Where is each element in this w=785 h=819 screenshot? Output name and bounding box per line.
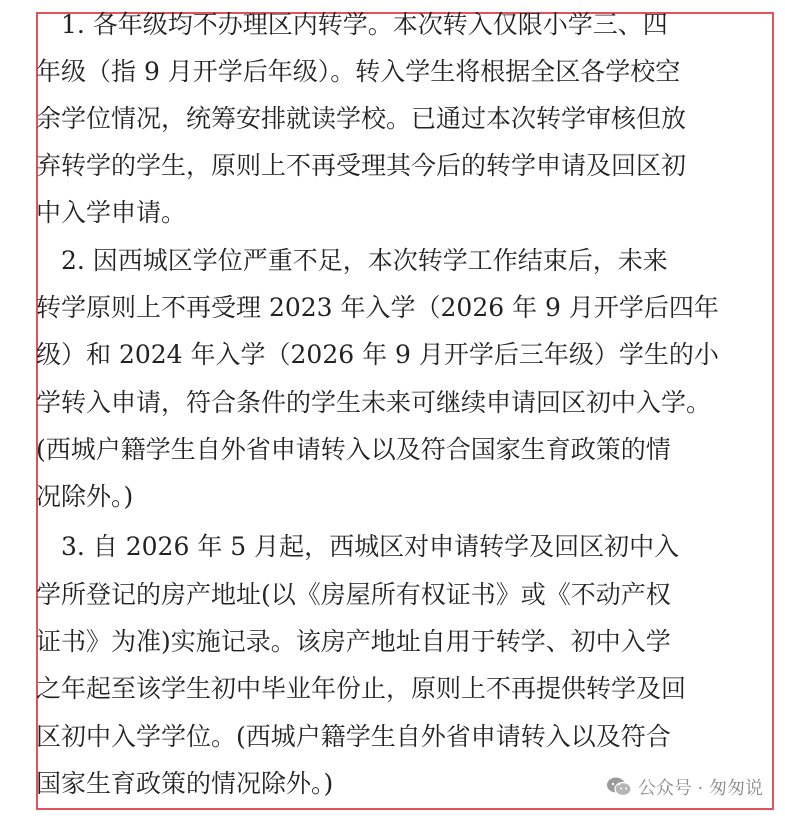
paragraph-3-line-1: 3. 自 2026 年 5 月起，西城区对申请转学及回区初中入 bbox=[36, 532, 680, 561]
paragraph-1-line-2: 年级（指 9 月开学后年级）。转入学生将根据全区各学校空 bbox=[36, 57, 681, 86]
paragraph-2-line-6: 况除外。) bbox=[36, 482, 134, 511]
paragraph-2-line-2: 转学原则上不再受理 2023 年入学（2026 年 9 月开学后四年 bbox=[36, 293, 719, 322]
paragraph-3-line-4: 之年起至该学生初中毕业年份止，原则上不再提供转学及回 bbox=[36, 674, 687, 703]
paragraph-2-line-1: 2. 因西城区学位严重不足，本次转学工作结束后，未来 bbox=[36, 246, 668, 275]
paragraph-3-line-2: 学所登记的房产地址(以《房屋所有权证书》或《不动产权 bbox=[36, 580, 671, 609]
paragraph-3-line-3: 证书》为准)实施记录。该房产地址自用于转学、初中入学 bbox=[36, 627, 671, 656]
paragraph-1-line-5: 中入学申请。 bbox=[36, 198, 187, 227]
watermark-text: 公众号 · 匆匆说 bbox=[637, 778, 763, 799]
paragraph-2-line-5: (西城户籍学生自外省申请转入以及符合国家生育政策的情 bbox=[36, 435, 671, 464]
paragraph-3-line-6: 国家生育政策的情况除外。) bbox=[36, 769, 334, 798]
paragraph-2-line-4: 学转入申请，符合条件的学生未来可继续申请回区初中入学。 bbox=[36, 388, 712, 417]
paragraph-1-line-4: 弃转学的学生，原则上不再受理其今后的转学申请及回区初 bbox=[36, 151, 687, 180]
wechat-icon bbox=[606, 776, 632, 798]
paragraph-1-line-1: 1. 各年级均不办理区内转学。本次转入仅限小学三、四 bbox=[36, 10, 668, 39]
paragraph-1-line-3: 余学位情况，统筹安排就读学校。已通过本次转学审核但放 bbox=[36, 104, 687, 133]
paragraph-2-line-3: 级）和 2024 年入学（2026 年 9 月开学后三年级）学生的小 bbox=[36, 340, 719, 369]
watermark bbox=[606, 774, 763, 800]
paragraph-3-line-5: 区初中入学学位。(西城户籍学生自外省申请转入以及符合 bbox=[36, 722, 671, 751]
